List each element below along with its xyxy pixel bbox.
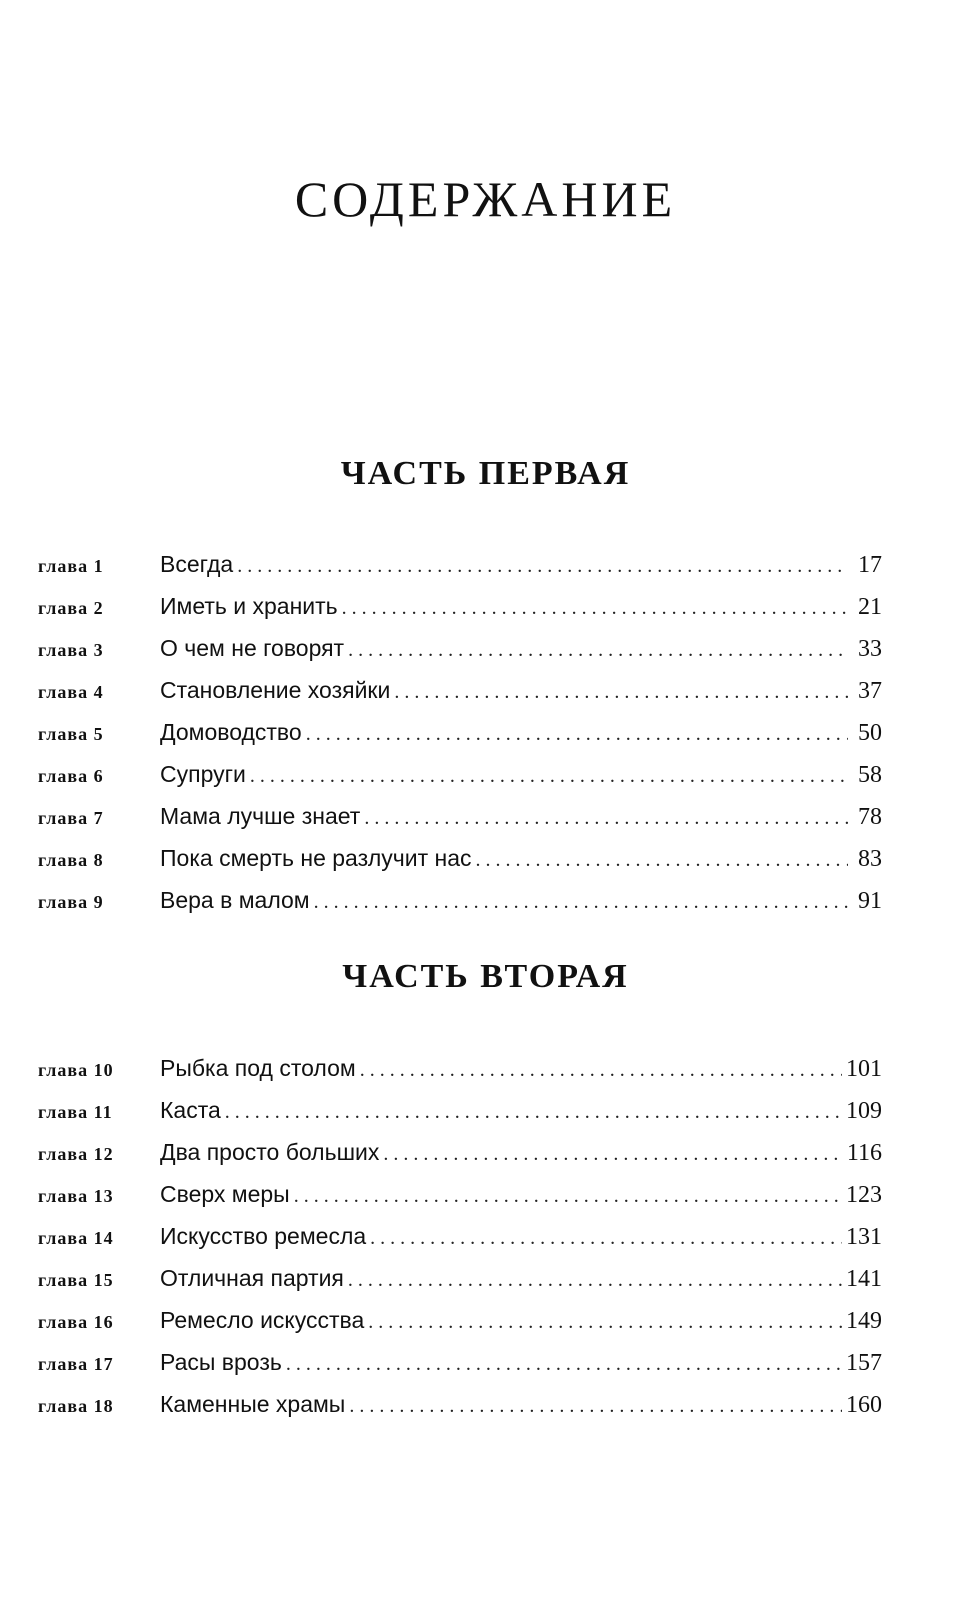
chapter-page-number: 131 [846,1224,882,1250]
chapter-title: Рыбка под столом [160,1055,356,1081]
chapter-label: глава 5 [38,724,104,744]
chapter-title: Всегда [160,551,234,577]
toc-entry [38,837,882,879]
toc-entry [38,585,882,627]
dot-leader [250,755,848,797]
chapter-label: глава 8 [38,850,104,870]
dot-leader [306,713,848,755]
toc-entry [38,1047,882,1089]
chapter-label: глава 2 [38,598,104,618]
chapter-label: глава 13 [38,1186,114,1206]
toc-entry [38,1257,882,1299]
part-one-heading: ЧАСТЬ ПЕРВАЯ [340,455,631,492]
chapter-label: глава 15 [38,1270,114,1290]
dot-leader [360,1049,842,1091]
chapter-title: О чем не говорят [160,635,345,661]
dot-leader [368,1301,842,1343]
chapter-page-number: 37 [858,678,882,704]
toc-entry [38,1341,882,1383]
dot-leader [476,839,848,881]
dot-leader [364,797,848,839]
toc-entry [38,1215,882,1257]
dot-leader [225,1091,842,1133]
chapter-title: Домоводство [160,719,302,745]
chapter-page-number: 157 [846,1350,882,1376]
chapter-label: глава 11 [38,1102,113,1122]
toc-entry [38,753,882,795]
part-one-chapter-list [38,543,882,921]
part-two-chapter-list [38,1047,882,1425]
chapter-page-number: 50 [858,720,882,746]
dot-leader [314,881,848,923]
chapter-page-number: 33 [858,636,882,662]
toc-entry [38,1089,882,1131]
chapter-title: Иметь и хранить [160,593,338,619]
chapter-title: Каменные храмы [160,1391,346,1417]
dot-leader [370,1217,842,1259]
chapter-page-number: 17 [858,552,882,578]
dot-leader [394,671,848,713]
chapter-title: Становление хозяйки [160,677,391,703]
chapter-page-number: 58 [858,762,882,788]
toc-entry [38,543,882,585]
toc-entry [38,1383,882,1425]
dot-leader [383,1133,843,1175]
chapter-page-number: 149 [846,1308,882,1334]
chapter-title: Расы врозь [160,1349,282,1375]
chapter-page-number: 83 [858,846,882,872]
chapter-page-number: 123 [846,1182,882,1208]
toc-entry [38,879,882,921]
chapter-label: глава 16 [38,1312,114,1332]
chapter-page-number: 101 [846,1056,882,1082]
chapter-title: Два просто больших [160,1139,380,1165]
chapter-label: глава 17 [38,1354,114,1374]
chapter-label: глава 12 [38,1144,114,1164]
chapter-label: глава 3 [38,640,104,660]
chapter-title: Искусство ремесла [160,1223,367,1249]
chapter-title: Супруги [160,761,246,787]
dot-leader [349,1385,842,1427]
chapter-title: Ремесло искусства [160,1307,365,1333]
toc-entry [38,669,882,711]
chapter-page-number: 141 [846,1266,882,1292]
chapter-label: глава 6 [38,766,104,786]
dot-leader [286,1343,842,1385]
chapter-label: глава 9 [38,892,104,912]
toc-entry [38,1173,882,1215]
dot-leader [348,629,848,671]
chapter-title: Отличная партия [160,1265,344,1291]
chapter-title: Вера в малом [160,887,310,913]
toc-entry [38,795,882,837]
toc-entry [38,1299,882,1341]
chapter-label: глава 18 [38,1396,114,1416]
toc-entry [38,627,882,669]
chapter-title: Мама лучше знает [160,803,361,829]
part-two-heading: ЧАСТЬ ВТОРАЯ [342,958,629,995]
chapter-page-number: 78 [858,804,882,830]
chapter-page-number: 160 [846,1392,882,1418]
chapter-page-number: 21 [858,594,882,620]
chapter-title: Сверх меры [160,1181,290,1207]
chapter-title: Пока смерть не разлучит нас [160,845,472,871]
chapter-label: глава 14 [38,1228,114,1248]
toc-entry [38,711,882,753]
chapter-page-number: 116 [846,1140,882,1166]
chapter-label: глава 10 [38,1060,114,1080]
dot-leader [294,1175,842,1217]
chapter-label: глава 1 [38,556,104,576]
chapter-page-number: 91 [858,888,882,914]
chapter-label: глава 4 [38,682,104,702]
dot-leader [237,545,848,587]
chapter-label: глава 7 [38,808,104,828]
page-title: СОДЕРЖАНИЕ [294,171,677,227]
dot-leader [348,1259,842,1301]
chapter-title: Каста [160,1097,221,1123]
dot-leader [342,587,848,629]
chapter-page-number: 109 [846,1098,882,1124]
toc-entry [38,1131,882,1173]
